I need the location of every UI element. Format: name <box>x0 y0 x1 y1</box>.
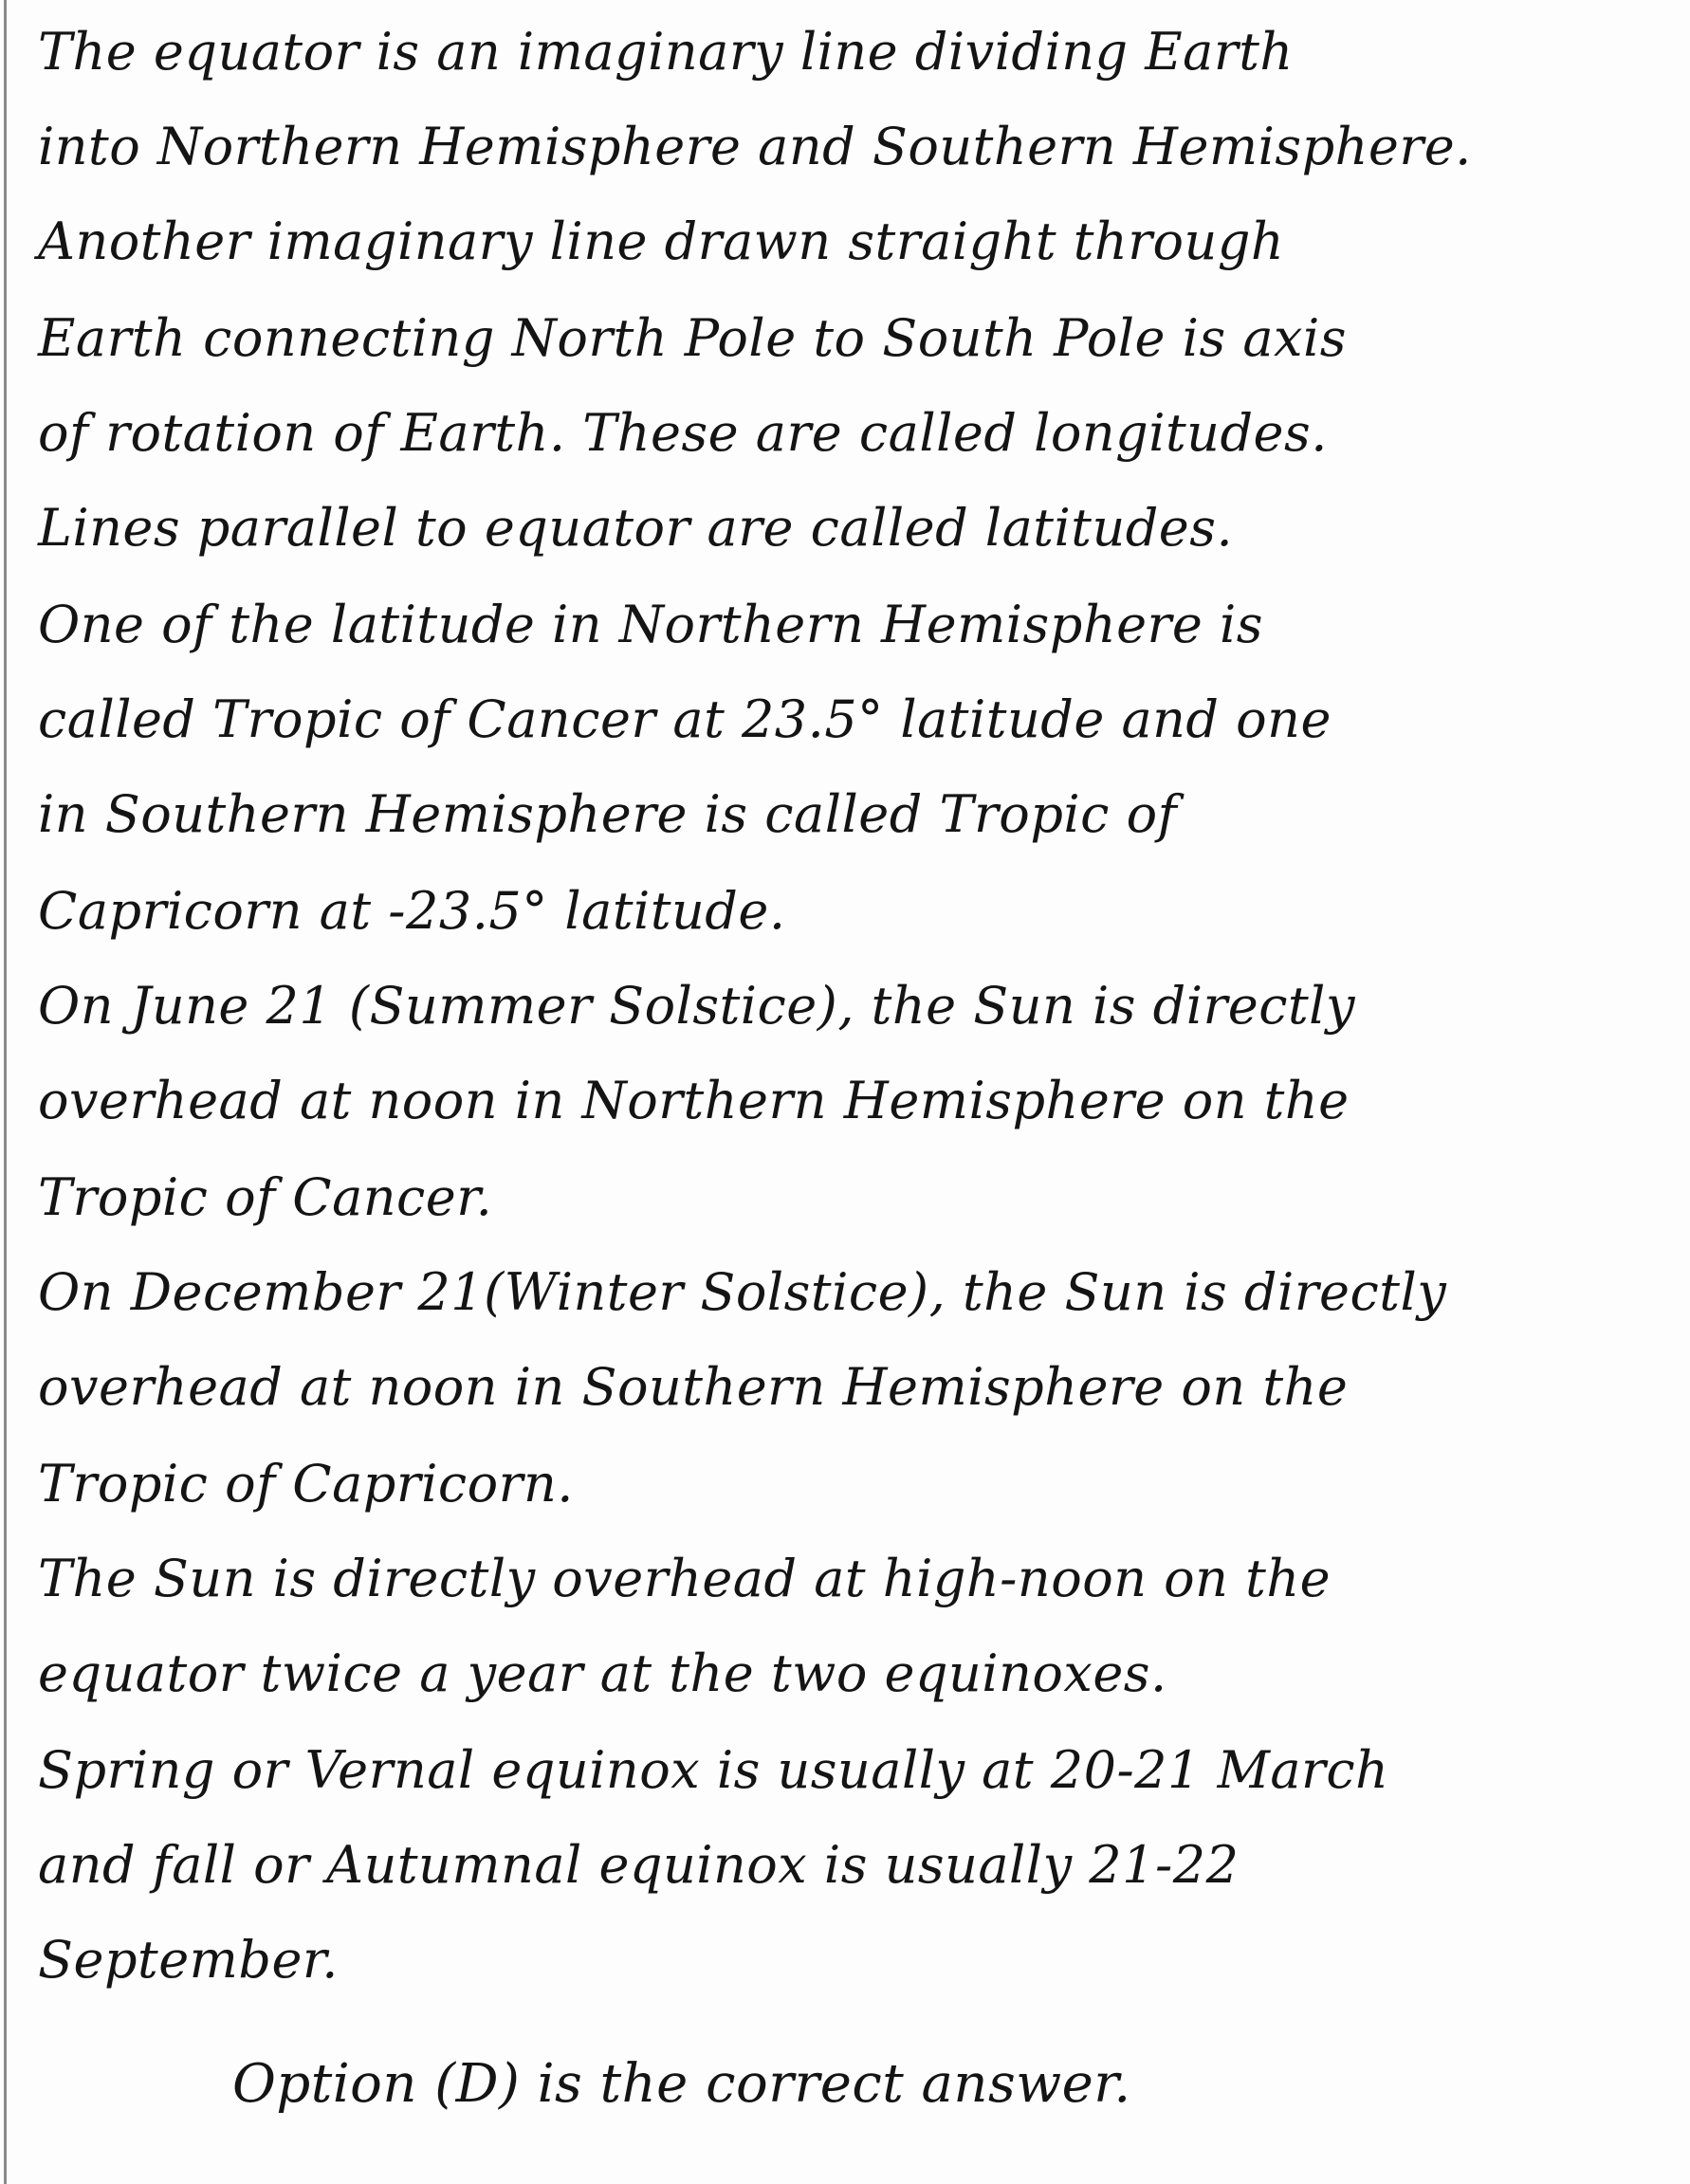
text-line: Earth connecting North Pole to South Pole is axis <box>38 308 1347 368</box>
text-line: overhead at noon in Northern Hemisphere on the <box>38 1071 1350 1130</box>
text-line: Capricorn at -23.5° latitude. <box>38 881 786 941</box>
text-line: Lines parallel to equator are called latitudes. <box>38 498 1234 558</box>
text-line: and fall or Autumnal equinox is usually 21-22 <box>38 1835 1240 1895</box>
text-line: Spring or Vernal equinox is usually at 20-21 March <box>38 1740 1389 1800</box>
text-line: On June 21 (Summer Solstice), the Sun is directly <box>38 976 1355 1036</box>
text-line: called Tropic of Cancer at 23.5° latitude and one <box>38 689 1332 749</box>
text-line: Tropic of Capricorn. <box>38 1454 574 1514</box>
text-line: equator twice a year at the two equinoxes. <box>38 1643 1167 1703</box>
text-line: One of the latitude in Northern Hemisphere is <box>38 595 1263 654</box>
text-line: in Southern Hemisphere is called Tropic of <box>38 784 1178 844</box>
text-line: Tropic of Cancer. <box>38 1167 493 1227</box>
text-line: On December 21(Winter Solstice), the Sun is directly <box>38 1262 1447 1322</box>
page-edge-line <box>4 0 7 2184</box>
answer-line: Option (D) is the correct answer. <box>232 2053 1131 2115</box>
text-line: of rotation of Earth. These are called longitudes. <box>38 403 1328 463</box>
text-line: Another imaginary line drawn straight through <box>38 211 1285 271</box>
text-line: The Sun is directly overhead at high-noon on the <box>38 1549 1332 1608</box>
text-line: into Northern Hemisphere and Southern Hemisphere. <box>38 117 1472 176</box>
text-line: The equator is an imaginary line dividing Earth <box>38 22 1294 82</box>
text-line: overhead at noon in Southern Hemisphere on the <box>38 1357 1349 1417</box>
text-line: September. <box>38 1930 339 1990</box>
